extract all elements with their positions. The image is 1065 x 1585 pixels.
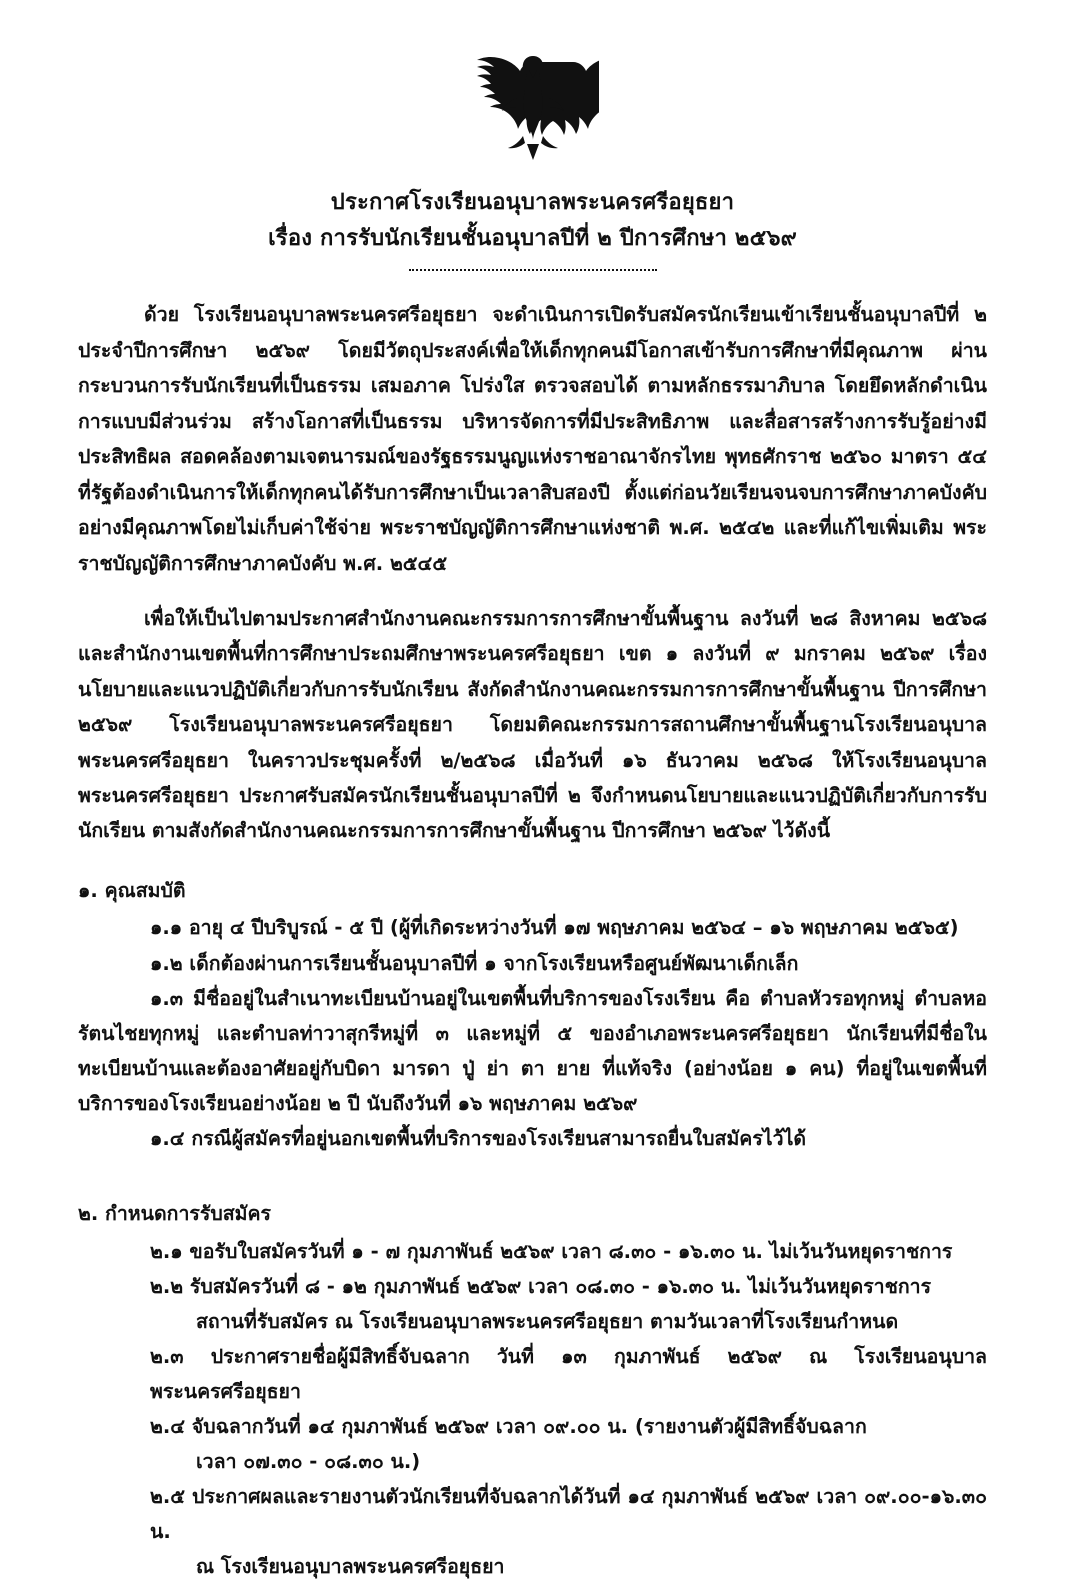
paragraph-intro: ด้วย โรงเรียนอนุบาลพระนครศรีอยุธยา จะดำเนินการเปิดรับสมัครนักเรียนเข้าเรียนชั้นอนุบาลปีที่ ๒ ประจำปีการศึกษา ๒๕๖๙ โดยมีวัตถุประสงค์เพื่อให้เด็กทุกคนมีโอกาสเข้ารับการศึกษาที่มีคุณภาพ ผ่านกระบวนการรับนักเรียนที่เป็นธรรม เสมอภาค โปร่งใส ตรวจสอบได้ ตามหลักธรรมาภิบาล โดยยึดหลักดำเนินการแบบมีส่วนร่วม สร้างโอกาสที่เป็นธรรม บริหารจัดการที่มีประสิทธิภาพ และสื่อสารสร้างการรับรู้อย่างมีประสิทธิผล สอดคล้องตามเจตนารมณ์ของรัฐธรรมนูญแห่งราชอาณาจักรไทย พุทธศักราช ๒๕๖๐ มาตรา ๕๔ ที่รัฐต้องดำเนินการให้เด็กทุกคนได้รับการศึกษาเป็นเวลาสิบสองปี ตั้งแต่ก่อนวัยเรียนจนจบการศึกษาภาคบังคับอย่างมีคุณภาพโดยไม่เก็บค่าใช้จ่าย พระราชบัญญัติการศึกษาแห่งชาติ พ.ศ. ๒๕๔๒ และที่แก้ไขเพิ่มเติม พระราชบัญญัติการศึกษาภาคบังคับ พ.ศ. ๒๕๔๕ bbox=[78, 303, 987, 575]
header-divider bbox=[409, 268, 657, 271]
list-item: ๑.๔ กรณีผู้สมัครที่อยู่นอกเขตพื้นที่บริการของโรงเรียนสามารถยื่นใบสมัครไว้ได้ bbox=[150, 1127, 807, 1150]
list-item: ๒.๒ รับสมัครวันที่ ๘ - ๑๒ กุมภาพันธ์ ๒๕๖๙ เวลา ๐๘.๓๐ - ๑๖.๓๐ น. ไม่เว้นวันหยุดราชการ bbox=[150, 1274, 932, 1298]
list-item-detail: ณ โรงเรียนอนุบาลพระนครศรีอยุธยา bbox=[196, 1555, 505, 1579]
list-item-detail: เวลา ๐๗.๓๐ - ๐๘.๓๐ น.) bbox=[196, 1450, 421, 1474]
list-item-detail: สถานที่รับสมัคร ณ โรงเรียนอนุบาลพระนครศรีอยุธยา ตามวันเวลาที่โรงเรียนกำหนด bbox=[196, 1309, 899, 1333]
garuda-emblem-icon bbox=[467, 46, 599, 164]
document-body bbox=[78, 297, 987, 1584]
list-item: ๑.๑ อายุ ๔ ปีบริบูรณ์ - ๕ ปี (ผู้ที่เกิดระหว่างวันที่ ๑๗ พฤษภาคม ๒๕๖๔ – ๑๖ พฤษภาคม ๒๕๖๕) bbox=[150, 916, 959, 940]
paragraph-policy: เพื่อให้เป็นไปตามประกาศสำนักงานคณะกรรมการการศึกษาขั้นพื้นฐาน ลงวันที่ ๒๘ สิงหาคม ๒๕๖๘ และสำนักงานเขตพื้นที่การศึกษาประถมศึกษาพระนครศรีอยุธยา เขต ๑ ลงวันที่ ๙ มกราคม ๒๕๖๙ เรื่อง นโยบายและแนวปฏิบัติเกี่ยวกับการรับนักเรียน สังกัดสำนักงานคณะกรรมการการศึกษาขั้นพื้นฐาน ปีการศึกษา ๒๕๖๙ โรงเรียนอนุบาลพระนครศรีอยุธยา โดยมติคณะกรรมการสถานศึกษาขั้นพื้นฐานโรงเรียนอนุบาลพระนครศรีอยุธยา ในคราวประชุมครั้งที่ ๒/๒๕๖๘ เมื่อวันที่ ๑๖ ธันวาคม ๒๕๖๘ ให้โรงเรียนอนุบาลพระนครศรีอยุธยา ประกาศรับสมัครนักเรียนชั้นอนุบาลปีที่ ๒ จึงกำหนดนโยบายและแนวปฏิบัติเกี่ยวกับการรับนักเรียน ตามสังกัดสำนักงานคณะกรรมการการศึกษาขั้นพื้นฐาน ปีการศึกษา ๒๕๖๙ ไว้ดังนี้ bbox=[78, 606, 987, 843]
section-qualifications bbox=[78, 873, 987, 1156]
list-item: ๑.๒ เด็กต้องผ่านการเรียนชั้นอนุบาลปีที่ ๑ จากโรงเรียนหรือศูนย์พัฒนาเด็กเล็ก bbox=[150, 951, 799, 975]
section-spacer bbox=[78, 1156, 987, 1172]
document-header bbox=[0, 186, 1065, 271]
section-schedule bbox=[78, 1196, 987, 1584]
section-qualifications-title: ๑. คุณสมบัติ bbox=[78, 878, 186, 902]
list-item: ๑.๓ มีชื่ออยู่ในสำเนาทะเบียนบ้านอยู่ในเขตพื้นที่บริการของโรงเรียน คือ ตำบลหัวรอทุกหมู่ ตำบลหอรัตนไชยทุกหมู่ และตำบลท่าวาสุกรีหมู่ที่ ๓ และหมู่ที่ ๕ ของอำเภอพระนครศรีอยุธยา นักเรียนที่มีชื่อในทะเบียนบ้านและต้องอาศัยอยู่กับบิดา มารดา ปู่ ย่า ตา ยาย ที่แท้จริง (อย่างน้อย ๑ คน) ที่อยู่ในเขตพื้นที่บริการของโรงเรียนอย่างน้อย ๒ ปี นับถึงวันที่ ๑๖ พฤษภาคม ๒๕๖๙ bbox=[78, 986, 987, 1115]
announcement-subject: เรื่อง การรับนักเรียนชั้นอนุบาลปีที่ ๒ ปีการศึกษา ๒๕๖๙ bbox=[268, 226, 797, 251]
announcement-title: ประกาศโรงเรียนอนุบาลพระนครศรีอยุธยา bbox=[330, 190, 735, 215]
list-item: ๒.๓ ประกาศรายชื่อผู้มีสิทธิ์จับฉลาก วันที่ ๑๓ กุมภาพันธ์ ๒๕๖๙ ณ โรงเรียนอนุบาลพระนครศรีอยุธยา bbox=[150, 1344, 987, 1403]
list-item: ๒.๕ ประกาศผลและรายงานตัวนักเรียนที่จับฉลากได้วันที่ ๑๔ กุมภาพันธ์ ๒๕๖๙ เวลา ๐๙.๐๐-๑๖.๓๐ น. bbox=[150, 1485, 987, 1544]
emblem-container bbox=[0, 0, 1065, 164]
list-item: ๒.๑ ขอรับใบสมัครวันที่ ๑ - ๗ กุมภาพันธ์ ๒๕๖๙ เวลา ๘.๓๐ - ๑๖.๓๐ น. ไม่เว้นวันหยุดราชการ bbox=[150, 1239, 953, 1263]
section-schedule-title: ๒. กำหนดการรับสมัคร bbox=[78, 1202, 272, 1226]
list-item: ๒.๔ จับฉลากวันที่ ๑๔ กุมภาพันธ์ ๒๕๖๙ เวลา ๐๙.๐๐ น. (รายงานตัวผู้มีสิทธิ์จับฉลาก bbox=[150, 1415, 867, 1439]
